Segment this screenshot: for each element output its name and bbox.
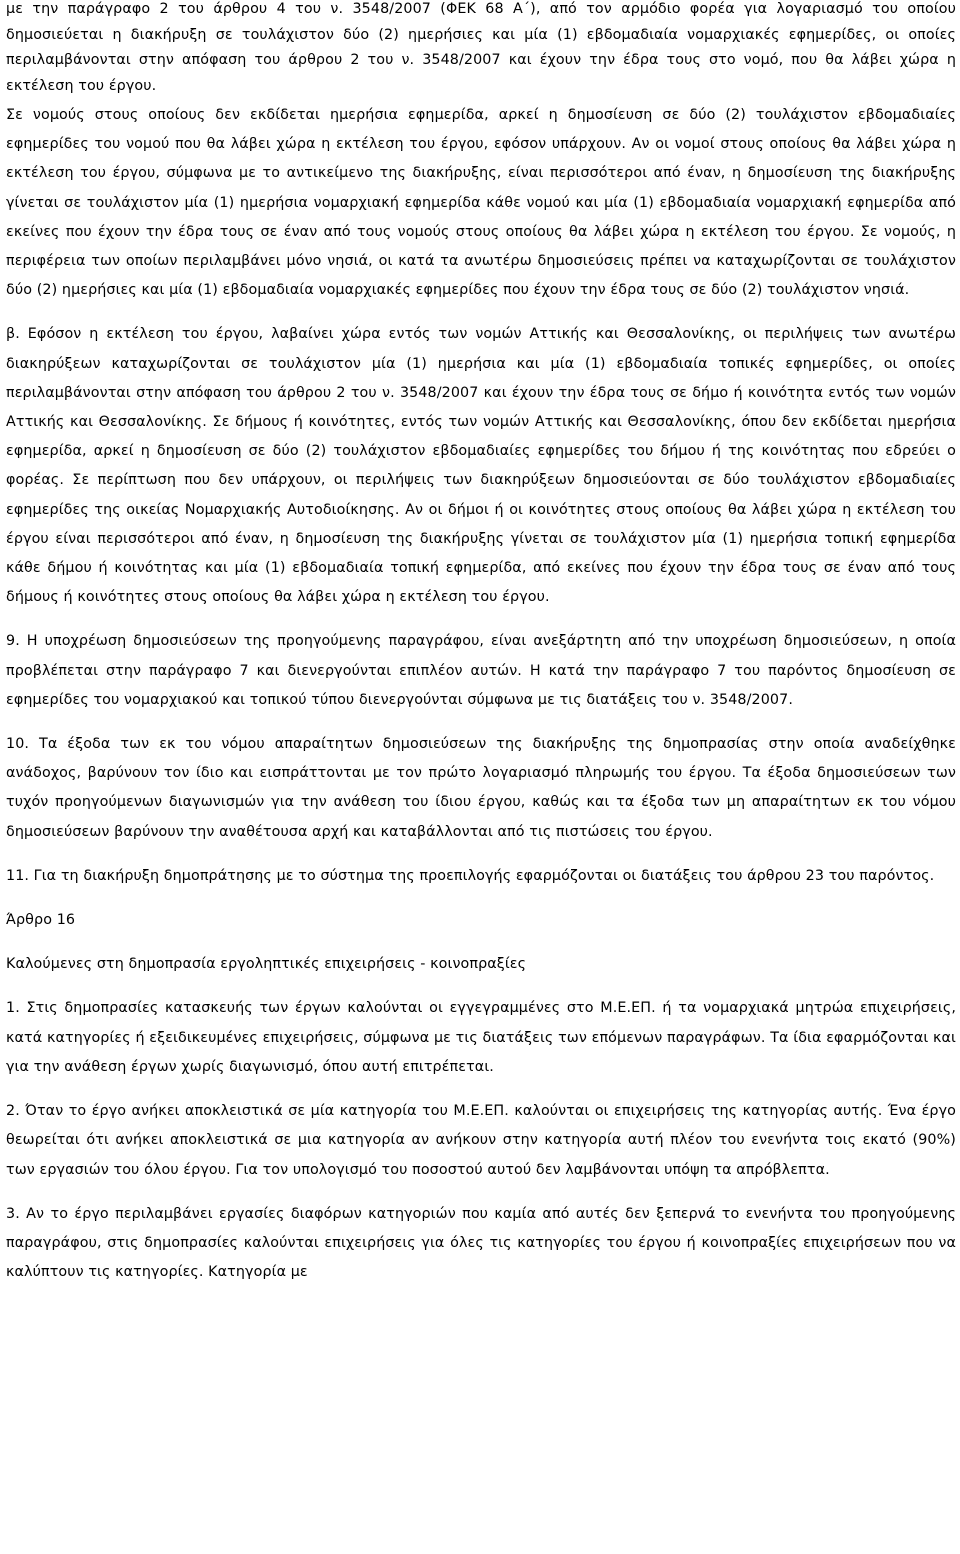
spacer — [6, 1185, 956, 1200]
article-paragraph-2: 2. Όταν το έργο ανήκει αποκλειστικά σε μία κατηγορία του Μ.Ε.ΕΠ. καλούνται οι επιχειρήσεις της κατηγορίας αυτής. Ένα έργο θεωρείται ότι ανήκει αποκλειστικά σε μια κατηγορία αν ανήκουν στην κατηγορία αυτή πλέον του ενενήντα τοις εκατό (90%) των εργασιών του όλου έργου. Για τον υπολογισμό του ποσοστού αυτού δεν λαμβάνονται υπόψη τα απρόβλεπτα. — [6, 1103, 956, 1178]
spacer — [6, 891, 956, 906]
spacer — [6, 847, 956, 862]
article-paragraph-1: 1. Στις δημοπρασίες κατασκευής των έργων καλούνται οι εγγεγραμμένες στο Μ.Ε.ΕΠ. ή τα νομαρχιακά μητρώα επιχειρήσεις, κατά κατηγορίες ή εξειδικευμένες επιχειρήσεις, σύμφωνα με τις διατάξεις των επόμενων παραγράφων. Τα ίδια εφαρμόζονται και για την ανάθεση έργων χωρίς διαγωνισμό, όπου αυτή επιτρέπεται. — [6, 1000, 956, 1075]
article-heading: Άρθρο 16 — [6, 912, 76, 929]
intro-paragraph-rest: Σε νομούς στους οποίους δεν εκδίδεται ημερήσια εφημερίδα, αρκεί η δημοσίευση σε δύο (2) τουλάχιστον εβδομαδιαίες εφημερίδες του νομού που θα λάβει χώρα η εκτέλεση του έργου, εφόσον υπάρχουν. Αν οι νομοί στους οποίους θα λάβει χώρα η εκτέλεση του έργου, σύμφωνα με το αντικείμενο της διακήρυξης, είναι περισσότεροι από έναν, η δημοσίευση της διακήρυξης γίνεται σε τουλάχιστον μία (1) ημερήσια νομαρχιακή εφημερίδα κάθε νομού και μία (1) εβδομαδιαία νομαρχιακή εφημερίδα από εκείνες που έχουν την έδρα τους σε έναν από τους νομούς στους οποίους θα λάβει χώρα η εκτέλεση του έργου. Σε νομούς, η περιφέρεια των οποίων περιλαμβάνει μόνο νησιά, οι κατά τα ανωτέρω δημοσιεύσεις πρέπει να καταχωρίζονται σε τουλάχιστον δύο (2) ημερήσιες και μία (1) εβδομαδιαία νομαρχιακές εφημερίδες που έχουν την έδρα τους σε δύο (2) τουλάχιστον νησιά. — [6, 107, 956, 299]
paragraph-b: β. Εφόσον η εκτέλεση του έργου, λαβαίνει χώρα εντός των νομών Αττικής και Θεσσαλονίκης, οι περιλήψεις των ανωτέρω διακηρύξεων καταχωρίζονται σε τουλάχιστον μία (1) ημερήσια και μία (1) εβδομαδιαία τοπικές εφημερίδες, οι οποίες περιλαμβάνονται στην απόφαση του άρθρου 2 του ν. 3548/2007 και έχουν την έδρα τους σε δήμο ή κοινότητα εντός των νομών Αττικής και Θεσσαλονίκης. Σε δήμους ή κοινότητες, εντός των νομών Αττικής και Θεσσαλονίκης, όπου δεν εκδίδεται ημερήσια εφημερίδα, αρκεί η δημοσίευση σε δύο (2) τουλάχιστον εβδομαδιαίες εφημερίδες του δήμου ή της κοινότητας που εδρεύει ο φορέας. Σε περίπτωση που δεν υπάρχουν, οι περιλήψεις των διακηρύξεων δημοσιεύονται σε δύο τουλάχιστον εβδομαδιαίες εφημερίδες της οικείας Νομαρχιακής Αυτοδιοίκησης. Αν οι δήμοι ή οι κοινότητες στους οποίους θα λάβει χώρα η εκτέλεση του έργου είναι περισσότεροι από έναν, η δημοσίευση της διακήρυξης γίνεται σε τουλάχιστον μία (1) ημερήσια τοπική εφημερίδα κάθε δήμου ή κοινότητας και μία (1) εβδομαδιαία τοπική εφημερίδα, από εκείνες που έχουν την έδρα τους σε έναν από τους δήμους ή κοινότητες στους οποίους θα λάβει χώρα η εκτέλεση του έργου. — [6, 326, 956, 606]
spacer — [6, 715, 956, 730]
spacer — [6, 1082, 956, 1097]
article-paragraph-3: 3. Αν το έργο περιλαμβάνει εργασίες διαφόρων κατηγοριών που καμία από αυτές δεν ξεπερνά το ενενήντα του προηγούμενης παραγράφου, στις δημοπρασίες καλούνται επιχειρήσεις για όλες τις κατηγορίες του έργου ή κοινοπραξίες επιχειρήσεων που να καλύπτουν τις κατηγορίες. Κατηγορία με — [6, 1205, 956, 1281]
spacer — [6, 979, 956, 994]
paragraph-9: 9. Η υποχρέωση δημοσιεύσεων της προηγούμενης παραγράφου, είναι ανεξάρτητη από την υποχρέωση δημοσιεύσεων, η οποία προβλέπεται στην παράγραφο 7 και διενεργούνται επιπλέον αυτών. Η κατά την παράγραφο 7 του παρόντος δημοσίευση σε εφημερίδες του νομαρχιακού και τοπικού τύπου διενεργούνται σύμφωνα με τις διατάξεις του ν. 3548/2007. — [6, 633, 956, 708]
paragraph-10: 10. Τα έξοδα των εκ του νόμου απαραίτητων δημοσιεύσεων της διακήρυξης της δημοπρασίας στην οποία αναδείχθηκε ανάδοχος, βαρύνουν τον ίδιο και εισπράττονται με τον πρώτο λογαριασμό πληρωμής του έργου. Τα έξοδα δημοσιεύσεων των τυχόν προηγούμενων διαγωνισμών για την ανάθεση του ίδιου έργου, καθώς και τα έξοδα των μη απαραίτητων εκ του νόμου δημοσιεύσεων βαρύνουν την αναθέτουσα αρχή και καταβάλλονται από τις πιστώσεις του έργου. — [6, 736, 956, 840]
document-page — [6, 0, 956, 1287]
intro-block — [6, 0, 956, 99]
article-title: Καλούμενες στη δημοπρασία εργοληπτικές επιχειρήσεις - κοινοπραξίες — [6, 956, 527, 973]
spacer — [6, 612, 956, 627]
paragraph-11: 11. Για τη διακήρυξη δημοπράτησης με το σύστημα της προεπιλογής εφαρμόζονται οι διατάξεις του άρθρου 23 του παρόντος. — [6, 867, 935, 884]
spacer — [6, 935, 956, 950]
intro-paragraph-top: με την παράγραφο 2 του άρθρου 4 του ν. 3548/2007 (ΦΕΚ 68 Α΄), από τον αρμόδιο φορέα για λογαριασμό του οποίου δημοσιεύεται η διακήρυξη σε τουλάχιστον δύο (2) ημερήσιες και μία (1) εβδομαδιαία νομαρχιακές εφημερίδες, οι οποίες περιλαμβάνονται στην απόφαση του άρθρου 2 του ν. 3548/2007 και έχουν την έδρα τους στο νομό, που θα λάβει χώρα η εκτέλεση του έργου. — [6, 1, 956, 94]
spacer — [6, 305, 956, 320]
